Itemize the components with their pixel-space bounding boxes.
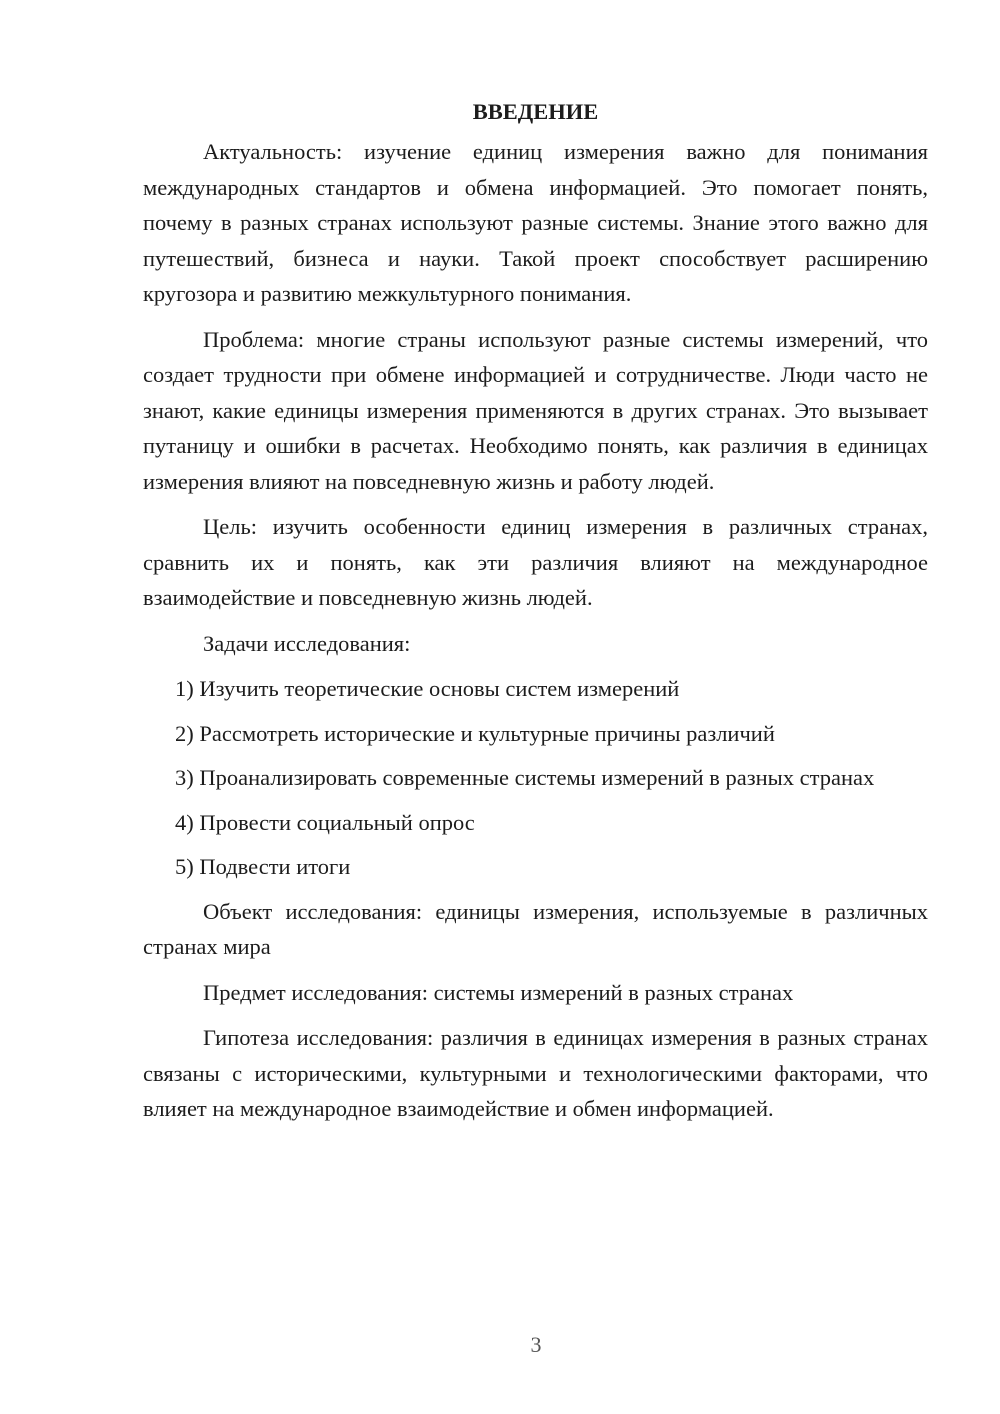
- paragraph-goal: Цель: изучить особенности единиц измерения в различных странах, сравнить их и понять, как эти различия влияют на международное взаимодействие и повседневную жизнь людей.: [143, 514, 928, 610]
- paragraph-object: Объект исследования: единицы измерения, используемые в различных странах мира: [143, 898, 928, 959]
- paragraph-hypothesis: Гипотеза исследования: различия в единицах измерения в разных странах связаны с историческими, культурными и технологическими факторами, что влияет на международное взаимодействие и обмен информацией.: [143, 1025, 928, 1121]
- task-item-4: 4) Провести социальный опрос: [175, 809, 475, 835]
- task-item-5: 5) Подвести итоги: [175, 854, 351, 879]
- task-item-3: 3) Проанализировать современные системы измерений в разных странах: [175, 765, 875, 790]
- paragraph-relevance: Актуальность: изучение единиц измерения важно для понимания международных стандартов и обмена информацией. Это помогает понять, почему в разных странах используют разные системы. Знание этого важно для путешествий, бизнеса и науки. Такой проект способствует расширению кругозора и развитию межкультурного понимания.: [143, 139, 928, 306]
- paragraph-problem: Проблема: многие страны используют разные системы измерений, что создает трудности при обмене информацией и сотрудничестве. Люди часто не знают, какие единицы измерения применяются в других странах. Это вызывает путаницу и ошибки в расчетах. Необходимо понять, как различия в единицах измерения влияют на повседневную жизнь и работу людей.: [143, 326, 928, 494]
- task-item-2: 2) Рассмотреть исторические и культурные причины различий: [175, 720, 775, 746]
- page-number: 3: [530, 1332, 542, 1357]
- paragraph-subject: Предмет исследования: системы измерений в разных странах: [203, 979, 794, 1005]
- page-title: ВВЕДЕНИЕ: [472, 99, 599, 124]
- page-content: [143, 98, 928, 1137]
- task-item-1: 1) Изучить теоретические основы систем измерений: [175, 676, 680, 701]
- paragraph-tasks-heading: Задачи исследования:: [203, 630, 411, 656]
